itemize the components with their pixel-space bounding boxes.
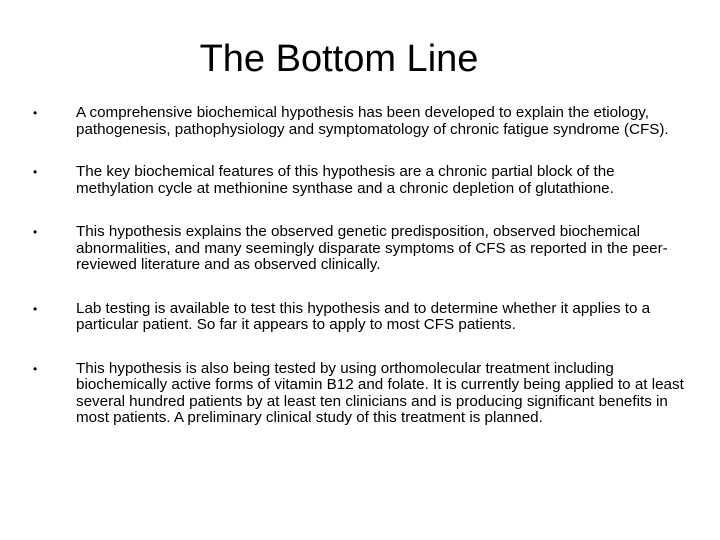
bullet-text: A comprehensive biochemical hypothesis has been developed to explain the etiology, pathogenesis, pathophysiology and symptomatology of chronic fatigue syndrome (CFS). bbox=[76, 104, 669, 138]
bullet-list bbox=[0, 105, 720, 455]
bullet-item bbox=[0, 105, 720, 138]
bullet-marker: • bbox=[33, 361, 38, 376]
bullet-marker: • bbox=[33, 165, 38, 179]
bullet-item bbox=[0, 224, 720, 274]
bullet-text: The key biochemical features of this hypothesis are a chronic partial block of the methylation cycle at methionine synthase and a chronic depletion of glutathione. bbox=[76, 163, 615, 197]
bullet-marker: • bbox=[33, 301, 38, 316]
bullet-marker: • bbox=[33, 106, 38, 120]
slide-title: The Bottom Line bbox=[199, 38, 479, 80]
bullet-item bbox=[0, 361, 720, 427]
bullet-item bbox=[0, 301, 720, 334]
bullet-text: This hypothesis explains the observed genetic predisposition, observed biochemical abnormalities, and many seemingly disparate symptoms of CFS as reported in the peer-reviewed literature and as observed clinically. bbox=[76, 223, 668, 273]
bullet-marker: • bbox=[33, 225, 38, 239]
bullet-text: This hypothesis is also being tested by using orthomolecular treatment including biochemically active forms of vitamin B12 and folate. It is currently being applied to at least several hundred patients by at least ten clinicians and is producing significant benefits in most patients. A preliminary clinical study of this treatment is planned. bbox=[76, 359, 684, 426]
bullet-text: Lab testing is available to test this hypothesis and to determine whether it applies to a particular patient. So far it appears to apply to most CFS patients. bbox=[76, 299, 651, 333]
bullet-item bbox=[0, 164, 720, 197]
